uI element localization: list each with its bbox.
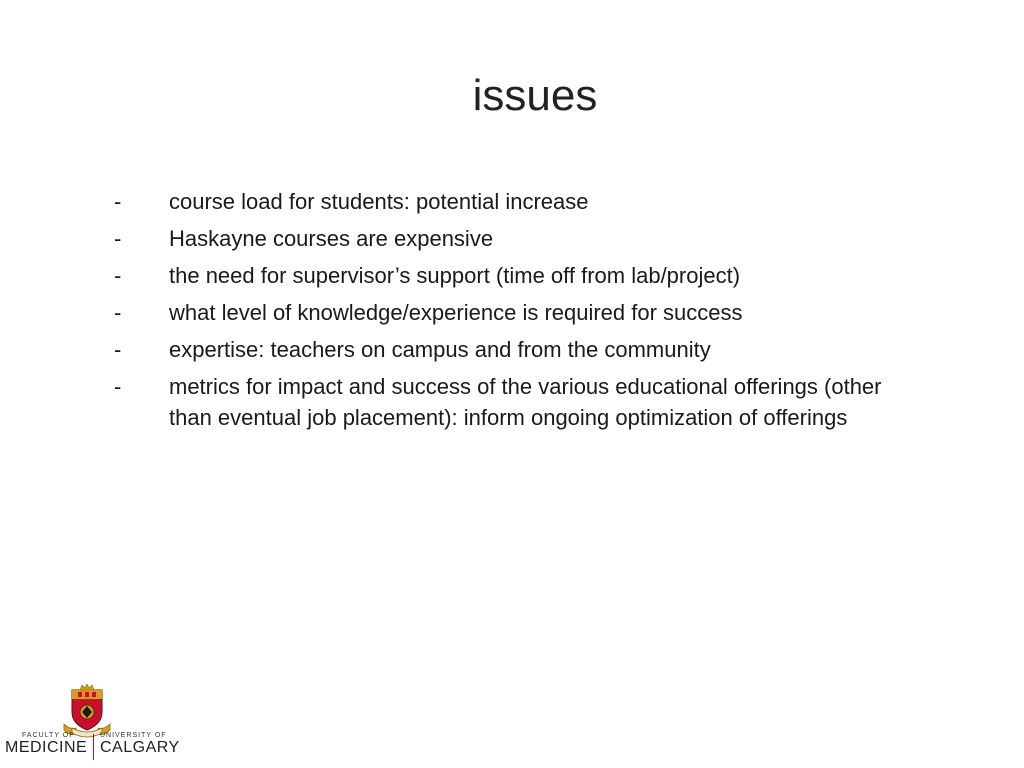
bullet-item [114, 223, 914, 254]
bullet-list [114, 186, 914, 439]
bullet-marker: - [114, 300, 122, 325]
logo-university-of-text: UNIVERSITY OF [100, 732, 167, 739]
bullet-marker: - [114, 337, 122, 362]
logo-calgary-text: CALGARY [100, 739, 180, 756]
bullet-item [114, 297, 914, 328]
bullet-item [114, 371, 914, 433]
bullet-text: what level of knowledge/experience is required for success [169, 300, 743, 325]
bullet-item [114, 334, 914, 365]
bullet-marker: - [114, 189, 122, 214]
bullet-text: expertise: teachers on campus and from the community [169, 337, 711, 362]
bullet-item [114, 186, 914, 217]
bullet-text: Haskayne courses are expensive [169, 226, 494, 251]
bullet-text: metrics for impact and success of the various educational offerings (other than eventual job placement): inform ongoing optimization of offerings [169, 374, 882, 430]
bullet-text: the need for supervisor’s support (time off from lab/project) [169, 263, 741, 288]
bullet-marker: - [114, 226, 122, 251]
slide-title: issues [472, 71, 598, 120]
logo-faculty-of-text: FACULTY OF [22, 732, 75, 739]
bullet-text: course load for students: potential increase [169, 189, 589, 214]
bullet-marker: - [114, 263, 122, 288]
logo-divider [93, 734, 94, 760]
logo-medicine-text: MEDICINE [5, 739, 88, 756]
university-logo [0, 678, 180, 766]
bullet-item [114, 260, 914, 291]
bullet-marker: - [114, 374, 122, 399]
